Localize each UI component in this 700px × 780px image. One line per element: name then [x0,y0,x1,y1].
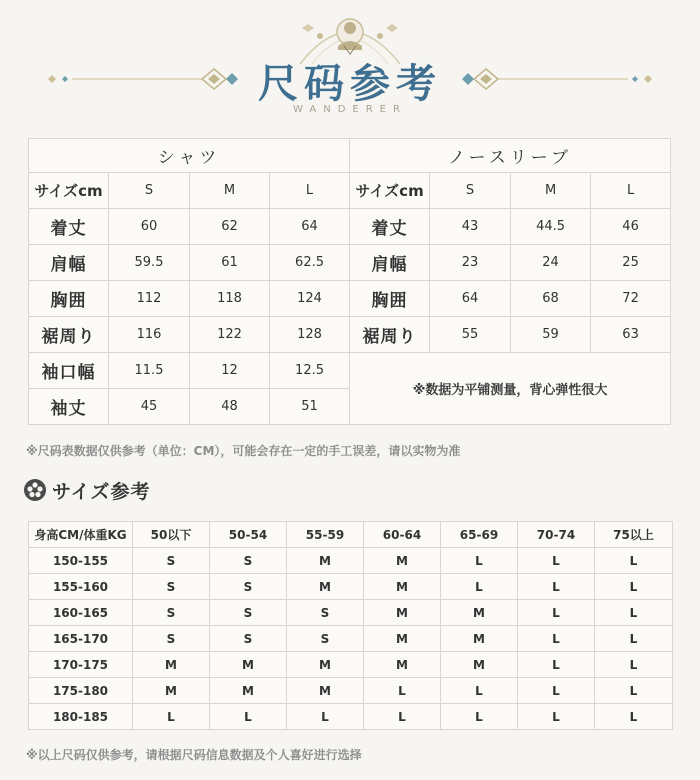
cell: 12 [190,353,270,389]
size-l: L [270,173,350,209]
size-cell: M [210,678,287,704]
size-cell: L [364,704,441,730]
size-cell: S [210,626,287,652]
cell: 124 [270,281,350,317]
size-cell: L [518,548,595,574]
height-weight-table [28,521,673,730]
size-cell: L [595,626,673,652]
page-subtitle: WANDERER [293,104,407,115]
table-row [29,353,671,389]
size-s: S [430,173,511,209]
size-s: S [109,173,190,209]
size-cell: S [133,626,210,652]
cell: 68 [511,281,591,317]
cell: 128 [270,317,350,353]
size-cell: M [441,652,518,678]
cell: 63 [591,317,671,353]
size-cell: S [210,600,287,626]
cell: 51 [270,389,350,425]
size-cell: L [518,574,595,600]
footnote-measurement: ※尺码表数据仅供参考（单位：CM），可能会存在一定的手工误差，请以实物为准 [26,444,461,458]
cell: 112 [109,281,190,317]
size-cell: L [133,704,210,730]
table-row [29,281,671,317]
weight-header: 55-59 [287,522,364,548]
table-row [29,209,671,245]
cell: 116 [109,317,190,353]
section-title-text: サイズ参考 [52,480,151,503]
cell: 43 [430,209,511,245]
size-cell: S [133,574,210,600]
size-l: L [591,173,671,209]
size-cell: L [518,626,595,652]
size-cell: L [518,600,595,626]
size-cell: S [287,600,364,626]
weight-header: 75以上 [595,522,673,548]
table-row [29,626,673,652]
row-label: 裾周り [29,317,109,353]
row-label: 胸囲 [29,281,109,317]
cell: 11.5 [109,353,190,389]
cell: 122 [190,317,270,353]
height-cell: 160-165 [29,600,133,626]
measurement-note: ※数据为平铺测量，背心弹性很大 [350,353,671,425]
weight-header: 60-64 [364,522,441,548]
size-cell: M [133,652,210,678]
size-cell: L [518,678,595,704]
size-cell: M [287,678,364,704]
cell: 25 [591,245,671,281]
size-cell: L [441,574,518,600]
size-cell: M [364,652,441,678]
height-cell: 175-180 [29,678,133,704]
cell: 48 [190,389,270,425]
corner-header: 身高CM/体重KG [29,522,133,548]
size-cell: L [210,704,287,730]
table-row [29,317,671,353]
table-row [29,652,673,678]
size-cell: L [595,652,673,678]
sleeveless-header: ノースリーブ [350,139,671,173]
shirt-header: シャツ [29,139,350,173]
cell: 46 [591,209,671,245]
page-header [0,0,700,128]
cell: 60 [109,209,190,245]
size-label: サイズcm [29,173,109,209]
size-cell: M [441,600,518,626]
size-cell: M [364,574,441,600]
weight-header: 50-54 [210,522,287,548]
size-cell: M [210,652,287,678]
cell: 23 [430,245,511,281]
cell: 62 [190,209,270,245]
size-cell: L [518,704,595,730]
size-cell: L [441,678,518,704]
size-cell: M [441,626,518,652]
table-row [29,548,673,574]
row-label: 袖口幅 [29,353,109,389]
cell: 72 [591,281,671,317]
size-cell: M [364,548,441,574]
size-cell: L [441,704,518,730]
size-m: M [190,173,270,209]
cell: 44.5 [511,209,591,245]
height-cell: 150-155 [29,548,133,574]
cell: 12.5 [270,353,350,389]
footnote-reference: ※以上尺码仅供参考，请根据尺码信息数据及个人喜好进行选择 [26,748,362,762]
row-label: 着丈 [29,209,109,245]
page-title: 尺码参考 [258,60,442,107]
size-cell: S [210,548,287,574]
size-cell: M [364,600,441,626]
weight-header: 70-74 [518,522,595,548]
size-cell: S [287,626,364,652]
size-cell: S [133,548,210,574]
cell: 64 [270,209,350,245]
height-cell: 180-185 [29,704,133,730]
cell: 64 [430,281,511,317]
row-label: 胸囲 [350,281,430,317]
size-cell: L [595,548,673,574]
size-label: サイズcm [350,173,430,209]
size-cell: L [595,600,673,626]
height-cell: 170-175 [29,652,133,678]
size-cell: L [364,678,441,704]
size-cell: M [364,626,441,652]
table-row [29,574,673,600]
row-label: 肩幅 [350,245,430,281]
cell: 61 [190,245,270,281]
flower-icon [24,479,46,501]
row-label: 肩幅 [29,245,109,281]
height-cell: 155-160 [29,574,133,600]
size-cell: L [595,678,673,704]
cell: 59 [511,317,591,353]
row-label: 袖丈 [29,389,109,425]
size-cell: M [287,574,364,600]
cell: 24 [511,245,591,281]
size-cell: S [133,600,210,626]
size-cell: L [595,704,673,730]
cell: 45 [109,389,190,425]
size-cell: S [210,574,287,600]
size-m: M [511,173,591,209]
section-title [24,476,150,504]
row-label: 着丈 [350,209,430,245]
table-row [29,600,673,626]
size-cell: M [287,548,364,574]
size-cell: L [595,574,673,600]
size-cell: L [287,704,364,730]
size-cell: M [287,652,364,678]
table-row [29,704,673,730]
row-label: 裾周り [350,317,430,353]
weight-header: 50以下 [133,522,210,548]
size-cell: L [518,652,595,678]
table-row [29,245,671,281]
cell: 55 [430,317,511,353]
size-cell: M [133,678,210,704]
cell: 59.5 [109,245,190,281]
size-cell: L [441,548,518,574]
cell: 62.5 [270,245,350,281]
size-chart-table [28,138,671,425]
weight-header: 65-69 [441,522,518,548]
cell: 118 [190,281,270,317]
table-row [29,678,673,704]
height-cell: 165-170 [29,626,133,652]
